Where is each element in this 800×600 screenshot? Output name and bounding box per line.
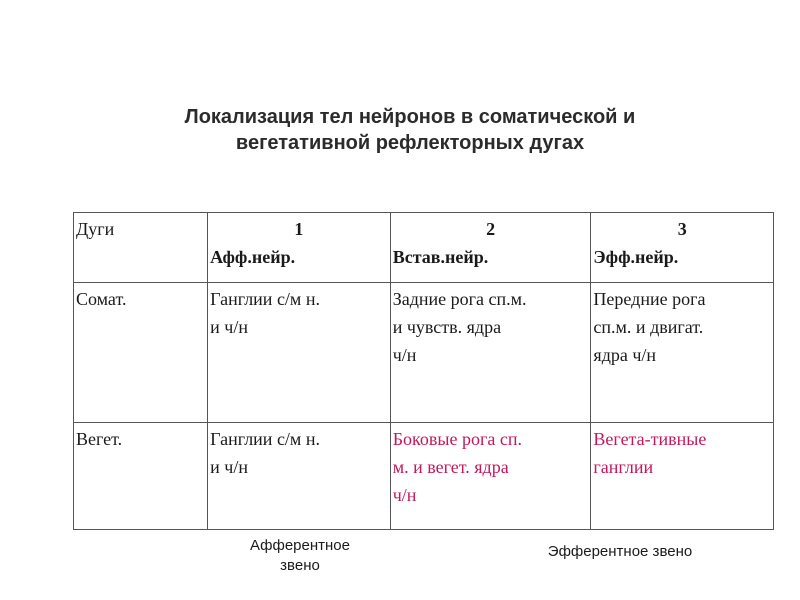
cell-vegetative-interneuron (390, 423, 591, 530)
caption-afferent-link (225, 536, 375, 576)
title-line-2: вегетативной рефлекторных дугах (235, 132, 585, 154)
caption-efferent-link (510, 542, 730, 562)
cell-line: Передние рога (593, 289, 706, 309)
header-col1-name: Афф.нейр. (210, 247, 296, 267)
header-col3-name: Эфф.нейр. (593, 247, 679, 267)
caption-afferent-line-1: Афферентное (249, 537, 350, 554)
cell-line: сп.м. и двигат. (593, 317, 704, 337)
cell-line: Ганглии с/м н. (210, 429, 320, 449)
row-label-text: Сомат. (76, 289, 127, 309)
table-row-somatic (74, 283, 774, 423)
cell-line: и чувств. ядра (392, 317, 502, 337)
header-arcs-label: Дуги (76, 219, 115, 239)
cell-line: ядра ч/н (593, 345, 657, 365)
cell-line: и ч/н (210, 317, 248, 337)
header-col3-number: 3 (677, 219, 687, 239)
cell-somatic-interneuron (390, 283, 591, 423)
header-col1-number: 1 (294, 219, 304, 239)
header-arcs (74, 213, 208, 283)
caption-efferent-text: Эфферентное звено (547, 543, 693, 560)
cell-somatic-efferent (591, 283, 774, 423)
header-afferent-neuron (208, 213, 391, 283)
cell-line: ганглии (593, 457, 654, 477)
cell-line: и ч/н (210, 457, 248, 477)
caption-afferent-line-2: звено (280, 557, 320, 574)
row-label-somatic (74, 283, 208, 423)
title-line-1: Локализация тел нейронов в соматической и (184, 106, 636, 128)
cell-line: Задние рога сп.м. (392, 289, 527, 309)
slide-title (60, 104, 760, 156)
header-interneuron (390, 213, 591, 283)
cell-line: ч/н (392, 345, 417, 365)
table-header-row (74, 213, 774, 283)
row-label-text: Вегет. (76, 429, 123, 449)
header-efferent-neuron (591, 213, 774, 283)
cell-line: м. и вегет. ядра (392, 457, 509, 477)
cell-somatic-afferent (208, 283, 391, 423)
cell-line: Ганглии с/м н. (210, 289, 320, 309)
cell-line: Боковые рога сп. (392, 429, 522, 449)
cell-vegetative-efferent (591, 423, 774, 530)
header-col2-number: 2 (486, 219, 496, 239)
row-label-vegetative (74, 423, 208, 530)
table-row-vegetative (74, 423, 774, 530)
cell-line: ч/н (392, 485, 417, 505)
cell-vegetative-afferent (208, 423, 391, 530)
neuron-localization-table (73, 212, 774, 530)
cell-line: Вегета-тивные (593, 429, 707, 449)
header-col2-name: Встав.нейр. (392, 247, 489, 267)
